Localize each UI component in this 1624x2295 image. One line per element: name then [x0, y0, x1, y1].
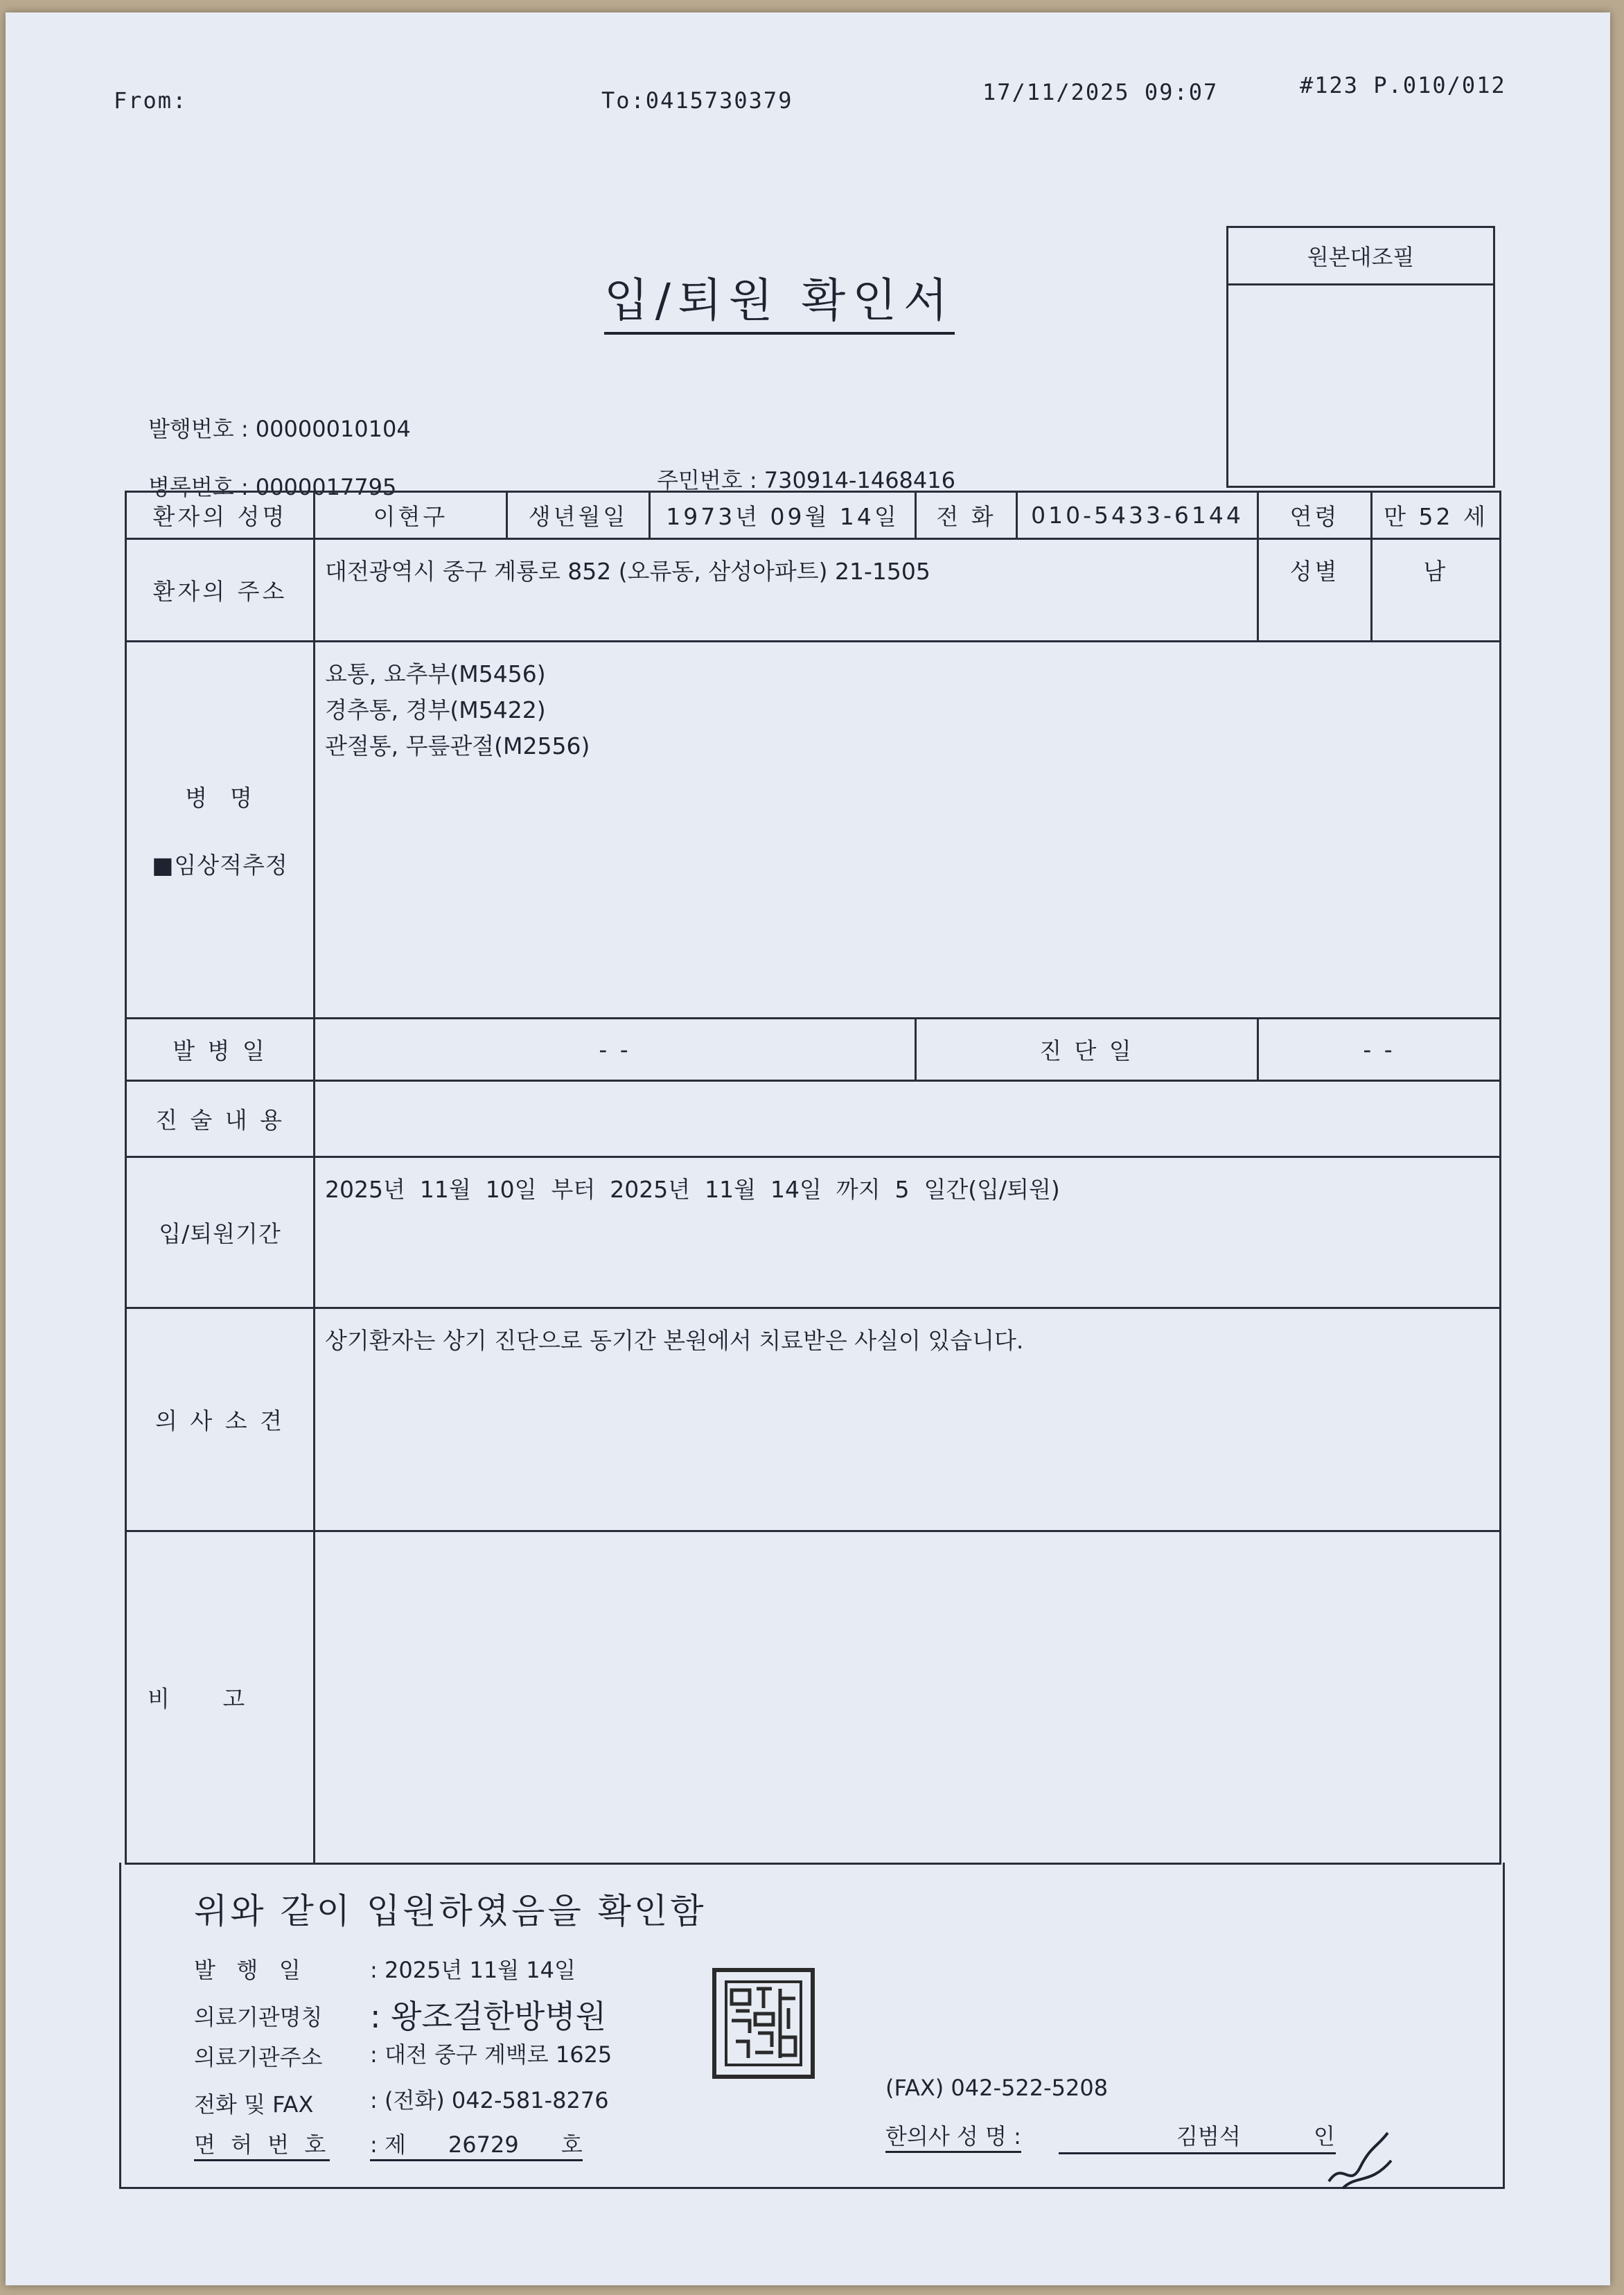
- remarks-row: [126, 1531, 1501, 1864]
- hospital-seal-icon: [712, 1968, 815, 2079]
- fax-from: From:: [114, 87, 188, 114]
- tel-fax-label: 전화 및 FAX: [194, 2091, 314, 2118]
- remarks-value: [315, 1531, 1501, 1864]
- original-verification-label: 원본대조필: [1228, 228, 1493, 285]
- org-name: : 왕조걸한방병원: [370, 1998, 607, 2035]
- issue-date-label: 발 행 일: [194, 1957, 301, 1983]
- fax-datetime: 17/11/2025 09:07: [982, 79, 1219, 105]
- diagnosis-item: 요통, 요추부(M5456): [325, 660, 546, 687]
- statement-value: [315, 1081, 1501, 1157]
- age-label: 연령: [1258, 492, 1372, 539]
- name-label: 환자의 성명: [126, 492, 315, 539]
- fax-page: #123 P.010/012: [1300, 72, 1506, 98]
- tel-number: : (전화) 042-581-8276: [370, 2087, 609, 2113]
- opinion-label: 의 사 소 견: [126, 1308, 315, 1531]
- original-verification-box: [1226, 226, 1495, 488]
- sex-value: 남: [1372, 539, 1501, 642]
- record-number: 병록번호 : 0000017795: [148, 474, 397, 500]
- onset-label: 발 병 일: [126, 1019, 315, 1081]
- diag-date-value: - -: [1258, 1019, 1501, 1081]
- statement-label: 진 술 내 용: [126, 1081, 315, 1157]
- sex-label: 성별: [1258, 539, 1372, 642]
- onset-row: [126, 1019, 1501, 1081]
- fax-number: (FAX) 042-522-5208: [885, 2075, 1109, 2101]
- phone-label: 전 화: [916, 492, 1017, 539]
- issue-number: 발행번호 : 00000010104: [148, 416, 411, 442]
- org-name-label: 의료기관명칭: [194, 2004, 323, 2030]
- statement-row: [126, 1081, 1501, 1157]
- diagnosis-item: 관절통, 무릎관절(M2556): [325, 732, 590, 759]
- clinical-estimate-label: ■임상적추정: [152, 851, 288, 879]
- age-value: 만 52 세: [1372, 492, 1501, 539]
- confirmation-form-table: [125, 491, 1501, 1865]
- resident-number: 주민번호 : 730914-1468416: [657, 467, 955, 493]
- doctor-label: 한의사 성 명 :: [885, 2119, 1021, 2153]
- opinion-row: [126, 1308, 1501, 1531]
- fax-to: To:0415730379: [601, 87, 793, 114]
- address-value: 대전광역시 중구 계룡로 852 (오류동, 삼성아파트) 21-1505: [315, 539, 1258, 642]
- license-label: 면 허 번 호: [194, 2127, 330, 2161]
- org-address-label: 의료기관주소: [194, 2044, 323, 2070]
- license-number: : 제 26729 호: [370, 2127, 583, 2161]
- birth-label: 생년월일: [507, 492, 650, 539]
- patient-row: [126, 492, 1501, 539]
- birth-date: 1973년 09월 14일: [650, 492, 916, 539]
- doctor-underline: [1059, 2152, 1336, 2154]
- doctor-name: 김범석: [1176, 2123, 1241, 2149]
- diagnosis-label-cell: [126, 642, 315, 1019]
- period-label: 입/퇴원기간: [126, 1157, 315, 1308]
- document-page: [6, 12, 1610, 2285]
- confirmation-statement: 위와 같이 입원하였음을 확인함: [194, 1891, 707, 1931]
- diagnosis-list: [315, 642, 1501, 1019]
- diagnosis-label: 병 명: [185, 784, 255, 811]
- phone-number: 010-5433-6144: [1017, 492, 1258, 539]
- diag-date-label: 진 단 일: [916, 1019, 1258, 1081]
- issue-date: : 2025년 11월 14일: [370, 1957, 576, 1983]
- remarks-label: 비 고: [126, 1531, 315, 1864]
- patient-name: 이현구: [315, 492, 507, 539]
- org-address: : 대전 중구 계백로 1625: [370, 2041, 612, 2068]
- page-title: 입/퇴원 확인서: [604, 263, 955, 335]
- seal-pattern-icon: [722, 1978, 805, 2069]
- address-label: 환자의 주소: [126, 539, 315, 642]
- title-wrap: [604, 263, 955, 335]
- opinion-value: 상기환자는 상기 진단으로 동기간 본원에서 치료받은 사실이 있습니다.: [315, 1308, 1501, 1531]
- onset-value: - -: [315, 1019, 916, 1081]
- signature-icon: [1322, 2119, 1398, 2195]
- seal-mark: 인: [1314, 2123, 1335, 2149]
- diagnosis-row: [126, 642, 1501, 1019]
- diagnosis-item: 경추통, 경부(M5422): [325, 696, 546, 723]
- period-row: [126, 1157, 1501, 1308]
- period-value: 2025년 11월 10일 부터 2025년 11월 14일 까지 5 일간(입/퇴원): [315, 1157, 1501, 1308]
- address-row: [126, 539, 1501, 642]
